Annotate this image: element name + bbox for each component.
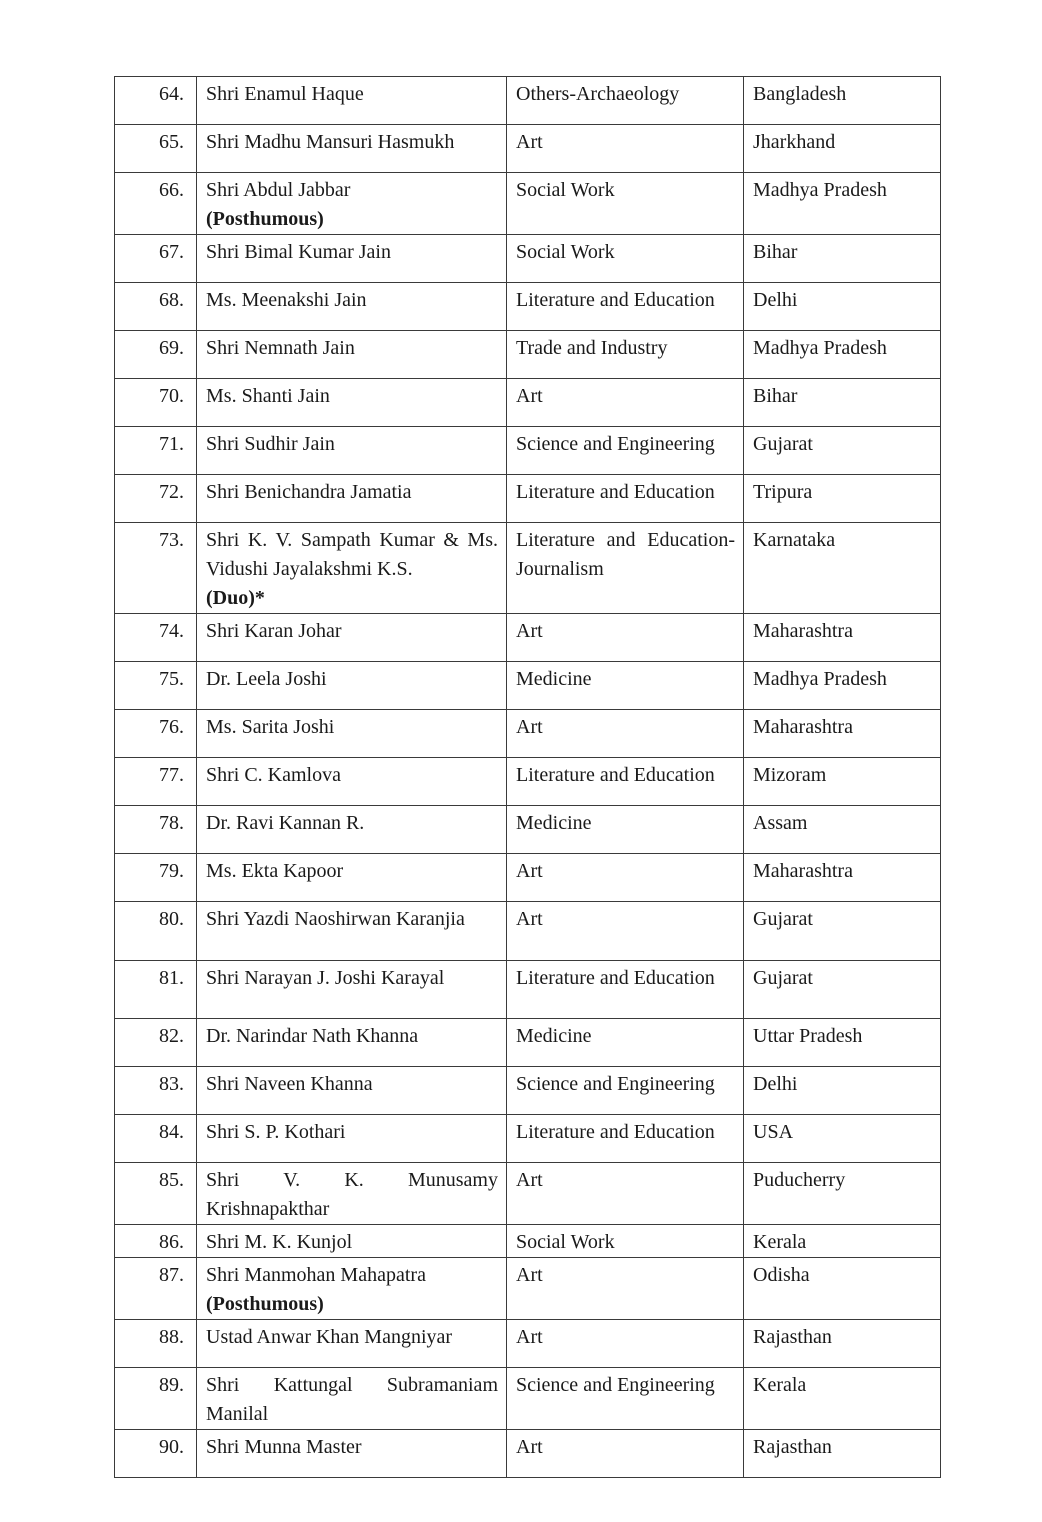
field-cell: Social Work <box>507 235 744 283</box>
field-cell: Art <box>507 1320 744 1368</box>
awardee-name-cell <box>197 1163 507 1225</box>
state-cell: Bihar <box>744 379 941 427</box>
awardee-name: Shri S. P. Kothari <box>206 1121 346 1143</box>
serial-number: 69. <box>115 331 197 379</box>
awardee-name-cell <box>197 710 507 758</box>
awardee-name-cell <box>197 902 507 961</box>
serial-number: 78. <box>115 806 197 854</box>
awardee-name: Shri Benichandra Jamatia <box>206 481 412 503</box>
table-row <box>115 235 941 283</box>
field-cell: Art <box>507 1430 744 1478</box>
awardee-name-cell <box>197 331 507 379</box>
field-cell: Medicine <box>507 662 744 710</box>
serial-number: 71. <box>115 427 197 475</box>
table-row <box>115 710 941 758</box>
awardee-note: (Posthumous) <box>206 208 324 230</box>
awardee-name: Shri Naveen Khanna <box>206 1073 373 1095</box>
awardee-name: Shri Munna Master <box>206 1436 362 1458</box>
awardee-name: Ustad Anwar Khan Mangniyar <box>206 1326 453 1348</box>
table-row <box>115 1163 941 1225</box>
awardee-name: Shri Kattungal Subramaniam Manilal <box>206 1374 498 1425</box>
state-cell: Rajasthan <box>744 1320 941 1368</box>
state-cell: Bihar <box>744 235 941 283</box>
table-row <box>115 961 941 1019</box>
state-cell: Bangladesh <box>744 77 941 125</box>
serial-number: 64. <box>115 77 197 125</box>
awardee-name-cell <box>197 1320 507 1368</box>
awardee-name-cell <box>197 1368 507 1430</box>
field-cell: Medicine <box>507 1019 744 1067</box>
table-row <box>115 1067 941 1115</box>
serial-number: 73. <box>115 523 197 614</box>
state-cell: Madhya Pradesh <box>744 173 941 235</box>
state-cell: Madhya Pradesh <box>744 662 941 710</box>
awardee-name-cell <box>197 1019 507 1067</box>
field-cell: Art <box>507 1258 744 1320</box>
state-cell: Odisha <box>744 1258 941 1320</box>
field-cell: Social Work <box>507 1225 744 1258</box>
awardee-name-cell <box>197 1067 507 1115</box>
state-cell: Maharashtra <box>744 854 941 902</box>
awardee-name-cell <box>197 235 507 283</box>
field-cell: Social Work <box>507 173 744 235</box>
awardee-name-cell <box>197 1258 507 1320</box>
field-cell: Art <box>507 854 744 902</box>
state-cell: Gujarat <box>744 902 941 961</box>
table-row <box>115 1430 941 1478</box>
field-cell: Literature and Education <box>507 283 744 331</box>
state-cell: USA <box>744 1115 941 1163</box>
serial-number: 72. <box>115 475 197 523</box>
awardee-name-cell <box>197 758 507 806</box>
awardee-name: Shri M. K. Kunjol <box>206 1231 353 1253</box>
awardee-note: (Duo)* <box>206 587 265 609</box>
serial-number: 79. <box>115 854 197 902</box>
awardee-name-cell <box>197 806 507 854</box>
state-cell: Madhya Pradesh <box>744 331 941 379</box>
serial-number: 90. <box>115 1430 197 1478</box>
awardee-name: Shri Karan Johar <box>206 620 342 642</box>
serial-number: 83. <box>115 1067 197 1115</box>
serial-number: 67. <box>115 235 197 283</box>
serial-number: 86. <box>115 1225 197 1258</box>
field-cell: Art <box>507 902 744 961</box>
table-row <box>115 475 941 523</box>
serial-number: 81. <box>115 961 197 1019</box>
serial-number: 82. <box>115 1019 197 1067</box>
awardee-name: Shri C. Kamlova <box>206 764 341 786</box>
awardee-name: Shri K. V. Sampath Kumar & Ms. Vidushi Jayalakshmi K.S. <box>206 529 498 580</box>
awardee-name-cell <box>197 1225 507 1258</box>
awardee-name: Shri Abdul Jabbar <box>206 179 351 201</box>
serial-number: 88. <box>115 1320 197 1368</box>
table-row <box>115 614 941 662</box>
awardee-name-cell <box>197 173 507 235</box>
table-row <box>115 1320 941 1368</box>
serial-number: 89. <box>115 1368 197 1430</box>
awardee-name-cell <box>197 77 507 125</box>
table-row <box>115 523 941 614</box>
awardee-name-cell <box>197 614 507 662</box>
state-cell: Tripura <box>744 475 941 523</box>
state-cell: Maharashtra <box>744 710 941 758</box>
awardee-name-cell <box>197 961 507 1019</box>
field-cell: Literature and Education <box>507 758 744 806</box>
table-row <box>115 1019 941 1067</box>
table-row <box>115 1225 941 1258</box>
awardee-name: Ms. Ekta Kapoor <box>206 860 344 882</box>
awardee-name: Ms. Meenakshi Jain <box>206 289 367 311</box>
awardee-name: Shri Manmohan Mahapatra <box>206 1264 426 1286</box>
serial-number: 76. <box>115 710 197 758</box>
awardee-name: Ms. Sarita Joshi <box>206 716 335 738</box>
table-row <box>115 331 941 379</box>
state-cell: Delhi <box>744 283 941 331</box>
field-cell: Others-Archaeology <box>507 77 744 125</box>
awardee-name-cell <box>197 854 507 902</box>
awardee-name: Shri Nemnath Jain <box>206 337 355 359</box>
awardees-table <box>114 76 941 1478</box>
state-cell: Mizoram <box>744 758 941 806</box>
table-row <box>115 758 941 806</box>
field-cell: Literature and Education <box>507 475 744 523</box>
serial-number: 74. <box>115 614 197 662</box>
state-cell: Delhi <box>744 1067 941 1115</box>
state-cell: Gujarat <box>744 961 941 1019</box>
field-cell: Medicine <box>507 806 744 854</box>
awardee-name-cell <box>197 379 507 427</box>
field-cell: Art <box>507 379 744 427</box>
state-cell: Karnataka <box>744 523 941 614</box>
serial-number: 80. <box>115 902 197 961</box>
awardee-name-cell <box>197 283 507 331</box>
awardee-name: Shri V. K. Munusamy Krishnapakthar <box>206 1169 498 1220</box>
serial-number: 85. <box>115 1163 197 1225</box>
serial-number: 68. <box>115 283 197 331</box>
serial-number: 65. <box>115 125 197 173</box>
serial-number: 77. <box>115 758 197 806</box>
awardee-name: Shri Enamul Haque <box>206 83 364 105</box>
field-cell: Science and Engineering <box>507 1067 744 1115</box>
field-cell: Trade and Industry <box>507 331 744 379</box>
state-cell: Maharashtra <box>744 614 941 662</box>
table-row <box>115 173 941 235</box>
state-cell: Gujarat <box>744 427 941 475</box>
field-cell: Literature and Education-Journalism <box>507 523 744 614</box>
table-row <box>115 283 941 331</box>
table-row <box>115 854 941 902</box>
state-cell: Uttar Pradesh <box>744 1019 941 1067</box>
awardees-table-body <box>115 77 941 1478</box>
awardee-name: Shri Narayan J. Joshi Karayal <box>206 967 445 989</box>
serial-number: 75. <box>115 662 197 710</box>
awardee-name: Shri Madhu Mansuri Hasmukh <box>206 131 455 153</box>
awardee-name: Dr. Ravi Kannan R. <box>206 812 365 834</box>
awardee-name: Ms. Shanti Jain <box>206 385 330 407</box>
state-cell: Kerala <box>744 1368 941 1430</box>
table-row <box>115 902 941 961</box>
field-cell: Science and Engineering <box>507 427 744 475</box>
awardee-name-cell <box>197 125 507 173</box>
field-cell: Art <box>507 614 744 662</box>
awardee-name-cell <box>197 427 507 475</box>
table-row <box>115 806 941 854</box>
state-cell: Jharkhand <box>744 125 941 173</box>
awardee-name: Shri Sudhir Jain <box>206 433 335 455</box>
table-row <box>115 1258 941 1320</box>
table-row <box>115 379 941 427</box>
awardee-name: Shri Yazdi Naoshirwan Karanjia <box>206 908 465 930</box>
awardee-name-cell <box>197 475 507 523</box>
state-cell: Puducherry <box>744 1163 941 1225</box>
table-row <box>115 1115 941 1163</box>
awardee-name-cell <box>197 662 507 710</box>
state-cell: Rajasthan <box>744 1430 941 1478</box>
field-cell: Literature and Education <box>507 961 744 1019</box>
serial-number: 87. <box>115 1258 197 1320</box>
serial-number: 70. <box>115 379 197 427</box>
serial-number: 66. <box>115 173 197 235</box>
awardee-note: (Posthumous) <box>206 1293 324 1315</box>
state-cell: Kerala <box>744 1225 941 1258</box>
table-row <box>115 77 941 125</box>
awardee-name-cell <box>197 1430 507 1478</box>
field-cell: Literature and Education <box>507 1115 744 1163</box>
awardee-name: Dr. Narindar Nath Khanna <box>206 1025 419 1047</box>
awardee-name: Dr. Leela Joshi <box>206 668 327 690</box>
table-row <box>115 1368 941 1430</box>
awardee-name: Shri Bimal Kumar Jain <box>206 241 391 263</box>
field-cell: Science and Engineering <box>507 1368 744 1430</box>
table-row <box>115 125 941 173</box>
serial-number: 84. <box>115 1115 197 1163</box>
awardee-name-cell <box>197 523 507 614</box>
awardee-name-cell <box>197 1115 507 1163</box>
table-row <box>115 662 941 710</box>
state-cell: Assam <box>744 806 941 854</box>
table-row <box>115 427 941 475</box>
field-cell: Art <box>507 125 744 173</box>
field-cell: Art <box>507 710 744 758</box>
field-cell: Art <box>507 1163 744 1225</box>
